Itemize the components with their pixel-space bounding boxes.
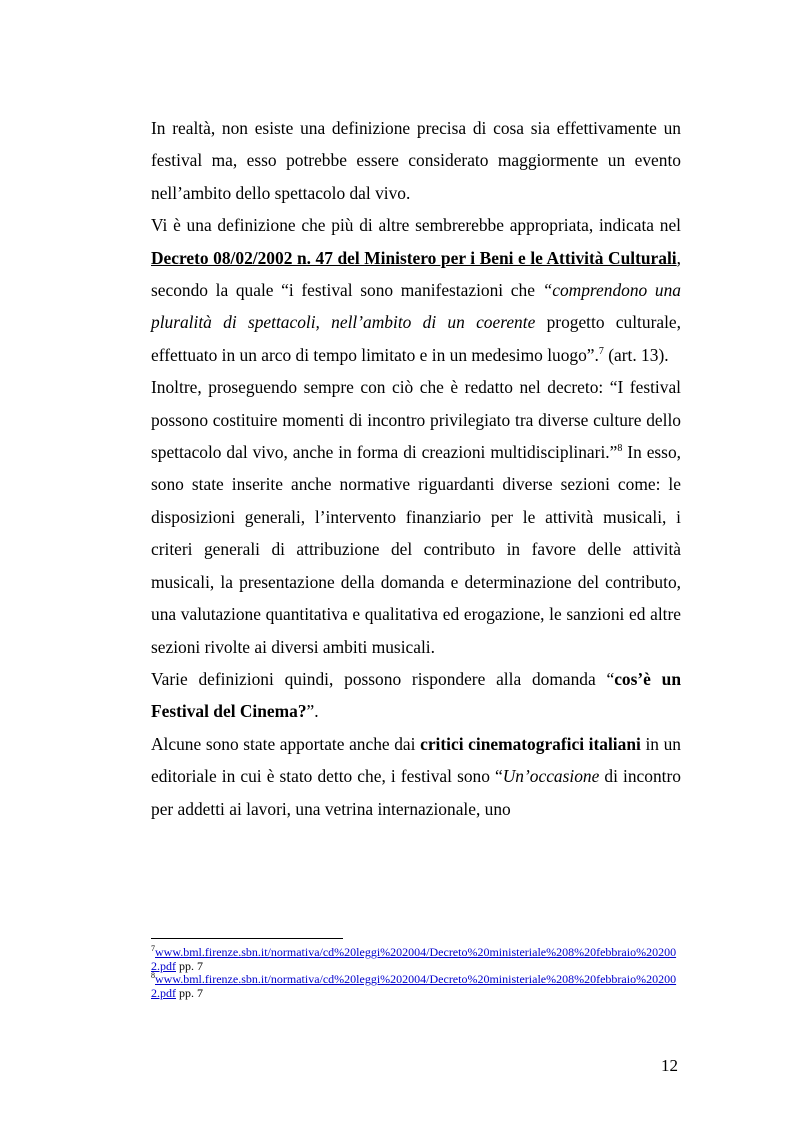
body-text: [151, 112, 681, 825]
footnote-number: 8: [151, 971, 155, 981]
paragraph-3-text-2: In esso, sono state inserite anche normative riguardanti diverse sezioni come: le disposizioni generali, l’intervento finanziario per le attività musicali, i criteri generali di attribuzione del contributo in favore delle attività musicali, la presentazione della domanda e determinazione del contributo, una valutazione quantitativa e qualitativa ed erogazione, le sanzioni ed altre sezioni rivolte ai diversi ambiti musicali.: [151, 442, 681, 657]
paragraph-5-text-2: in un editoriale in cui è stato detto che, i festival sono “: [151, 733, 681, 787]
decree-reference: Decreto 08/02/2002 n. 47 del Ministero per i Beni e le Attività Culturali: [151, 247, 677, 268]
footnote-8: [151, 973, 681, 1000]
footnote-number: 7: [151, 944, 155, 953]
footnote-7: [151, 946, 681, 973]
paragraph-5-text-3: di incontro per addetti ai lavori, una vetrina internazionale, uno: [151, 766, 681, 819]
footnote-ref-7[interactable]: 7: [598, 346, 604, 358]
paragraph-5: [151, 728, 681, 825]
decree-quote: “comprendono una pluralità di spettacoli, nell’ambito di un coerente: [151, 280, 681, 333]
paragraph-2: [151, 209, 681, 371]
occasion-quote: Un’occasione: [502, 766, 600, 787]
paragraph-4-text-1: Varie definizioni quindi, possono rispondere alla domanda “: [151, 668, 615, 689]
paragraph-2-text-2: , secondo la quale “i festival sono manifestazioni che: [151, 247, 681, 301]
paragraph-5-text-1: Alcune sono state apportate anche dai: [151, 733, 421, 754]
paragraph-3: [151, 371, 681, 663]
footnote-7-link[interactable]: www.bml.firenze.sbn.it/normativa/cd%20leggi%202004/Decreto%20ministeriale%208%20febbraio%202002.pdf: [151, 945, 677, 973]
paragraph-1: In realtà, non esiste una definizione precisa di cosa sia effettivamente un festival ma, esso potrebbe essere considerato maggiormente un evento nell’ambito dello spettacolo dal vivo.: [151, 118, 681, 203]
critics-reference: critici cinematografici italiani: [420, 733, 641, 754]
paragraph-2-text-3: progetto culturale, effettuato in un arco di tempo limitato e in un medesimo luogo”.: [151, 312, 681, 365]
footnote-8-link[interactable]: www.bml.firenze.sbn.it/normativa/cd%20leggi%202004/Decreto%20ministeriale%208%20febbraio%202002.pdf: [151, 972, 677, 1000]
page-number: 12: [661, 1056, 678, 1075]
paragraph-2-text-1: Vi è una definizione che più di altre sembrerebbe appropriata, indicata nel: [151, 215, 681, 236]
footnote-7-pages: pp. 7: [176, 958, 203, 973]
paragraph-4-text-2: ”.: [306, 701, 319, 722]
paragraph-3-text-1: Inoltre, proseguendo sempre con ciò che è redatto nel decreto: “I festival possono costituire momenti di incontro privilegiato tra diverse culture dello spettacolo dal vivo, anche in forma di creazioni multidisciplinari.”: [151, 377, 681, 463]
paragraph-2-text-4: (art. 13).: [603, 344, 669, 365]
footnotes: [151, 946, 681, 1000]
footnote-ref-8[interactable]: 8: [617, 443, 623, 455]
footnote-divider: [151, 938, 343, 939]
footnote-8-pages: pp. 7: [176, 985, 203, 1000]
festival-question: cos’è un Festival del Cinema?: [151, 668, 681, 722]
paragraph-4: [151, 663, 681, 728]
